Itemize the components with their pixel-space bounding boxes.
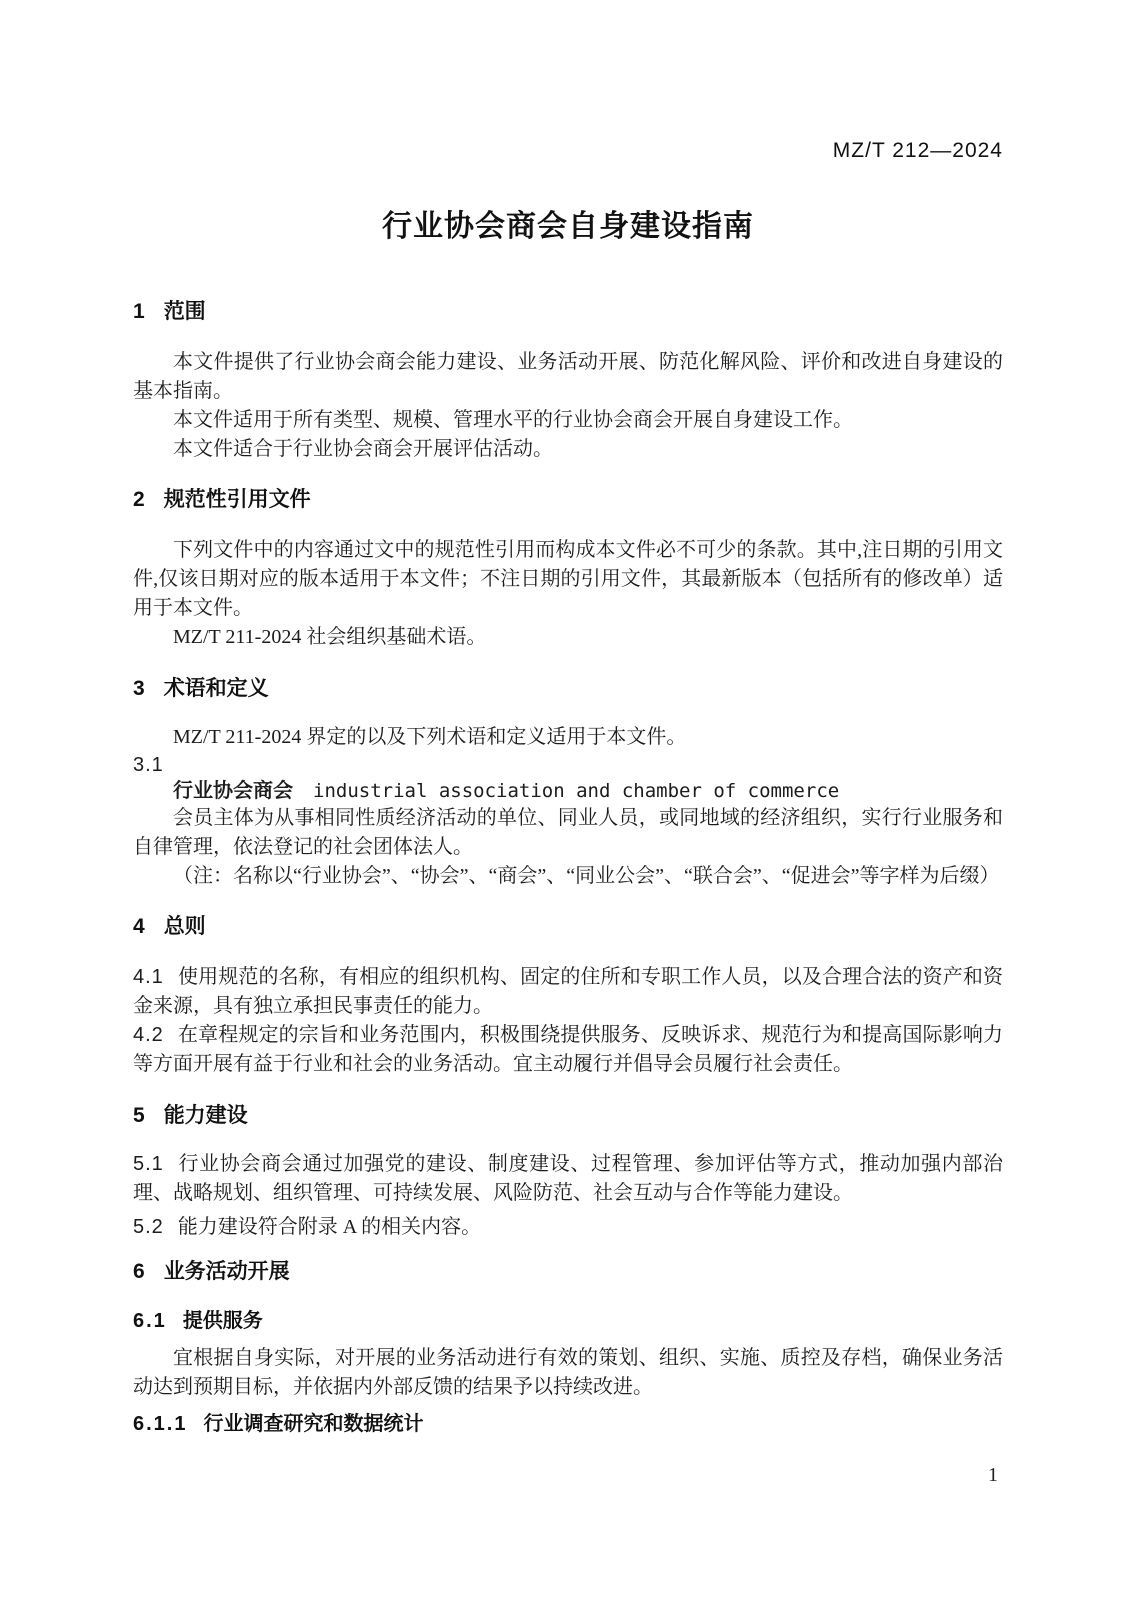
term-number: 3.1 <box>133 754 164 776</box>
clause <box>133 1150 1003 1208</box>
section-scope <box>133 300 1003 464</box>
paragraph: 下列文件中的内容通过文中的规范性引用而构成本文件必不可少的条款。其中,注日期的引用文件,仅该日期对应的版本适用于本文件；不注日期的引用文件，其最新版本（包括所有的修改单）适用于本文件。 <box>133 539 1003 619</box>
section-title: 规范性引用文件 <box>163 488 311 511</box>
page-title: 行业协会商会自身建设指南 <box>382 210 754 243</box>
section-title: 业务活动开展 <box>163 1260 290 1283</box>
section-heading <box>133 1260 1003 1284</box>
reference-entry: MZ/T 211-2024 社会组织基础术语。 <box>173 626 487 648</box>
clause-text: 在章程规定的宗旨和业务范围内，积极围绕提供服务、反映诉求、规范行为和提高国际影响力等方面开展有益于行业和社会的业务活动。宜主动履行并倡导会员履行社会责任。 <box>133 1024 1003 1075</box>
section-heading <box>133 677 1003 701</box>
subsection-title: 行业调查研究和数据统计 <box>203 1413 424 1435</box>
page-number: 1 <box>988 1464 998 1486</box>
section-title: 术语和定义 <box>163 677 269 700</box>
paragraph: 宜根据自身实际，对开展的业务活动进行有效的策划、组织、实施、质控及存档，确保业务活动达到预期目标，并依据内外部反馈的结果予以持续改进。 <box>133 1347 1003 1398</box>
section-heading <box>133 300 1003 324</box>
section-number: 5 <box>133 1104 146 1127</box>
term-note: （注：名称以“行业协会”、“协会”、“商会”、“同业公会”、“联合会”、“促进会”等字样为后缀） <box>173 865 1000 887</box>
term-english: industrial association and chamber of commerce <box>313 780 840 802</box>
clause-number: 5.2 <box>133 1216 164 1238</box>
subsection-title: 提供服务 <box>182 1310 263 1332</box>
section-title: 能力建设 <box>163 1104 248 1127</box>
clause-text: 能力建设符合附录 A 的相关内容。 <box>177 1216 482 1238</box>
paragraph: 本文件提供了行业协会商会能力建设、业务活动开展、防范化解风险、评价和改进自身建设的基本指南。 <box>133 351 1003 402</box>
section-title: 总则 <box>163 915 206 938</box>
section-normative-references <box>133 488 1003 652</box>
paragraph: 本文件适合于行业协会商会开展评估活动。 <box>173 438 553 460</box>
section-number: 6 <box>133 1260 146 1283</box>
clause-number: 4.2 <box>133 1024 164 1046</box>
clause-text: 行业协会商会通过加强党的建设、制度建设、过程管理、参加评估等方式，推动加强内部治理、战略规划、组织管理、可持续发展、风险防范、社会互动与合作等能力建设。 <box>133 1153 1003 1204</box>
subsection-heading <box>133 1309 1003 1333</box>
term-definition: 会员主体为从事相同性质经济活动的单位、同业人员，或同地域的经济组织，实行行业服务和自律管理，依法登记的社会团体法人。 <box>133 807 1003 858</box>
paragraph: 本文件适用于所有类型、规模、管理水平的行业协会商会开展自身建设工作。 <box>173 409 853 431</box>
term-entry <box>133 778 1003 804</box>
section-capacity-building <box>133 1104 1003 1242</box>
section-general-principles <box>133 915 1003 1079</box>
clause-number: 4.1 <box>133 966 164 988</box>
section-heading <box>133 1104 1003 1128</box>
clause-number: 5.1 <box>133 1153 164 1175</box>
section-heading <box>133 915 1003 939</box>
subsection-heading <box>133 1412 1003 1436</box>
term-chinese: 行业协会商会 <box>173 780 293 802</box>
doc-code: MZ/T 212—2024 <box>832 139 1003 162</box>
section-number: 4 <box>133 915 146 938</box>
section-number: 2 <box>133 488 146 511</box>
section-number: 3 <box>133 677 146 700</box>
subsection-number: 6.1.1 <box>133 1413 188 1435</box>
section-title: 范围 <box>163 300 206 323</box>
clause <box>133 1021 1003 1079</box>
section-number: 1 <box>133 300 146 323</box>
section-business-activities <box>133 1260 1003 1436</box>
paragraph: MZ/T 211-2024 界定的以及下列术语和定义适用于本文件。 <box>173 726 687 748</box>
subsection-number: 6.1 <box>133 1310 167 1332</box>
clause <box>133 1213 1003 1242</box>
section-heading <box>133 488 1003 512</box>
section-terms-definitions <box>133 677 1003 891</box>
clause <box>133 963 1003 1021</box>
clause-text: 使用规范的名称，有相应的组织机构、固定的住所和专职工作人员，以及合理合法的资产和资金来源，具有独立承担民事责任的能力。 <box>133 966 1003 1017</box>
